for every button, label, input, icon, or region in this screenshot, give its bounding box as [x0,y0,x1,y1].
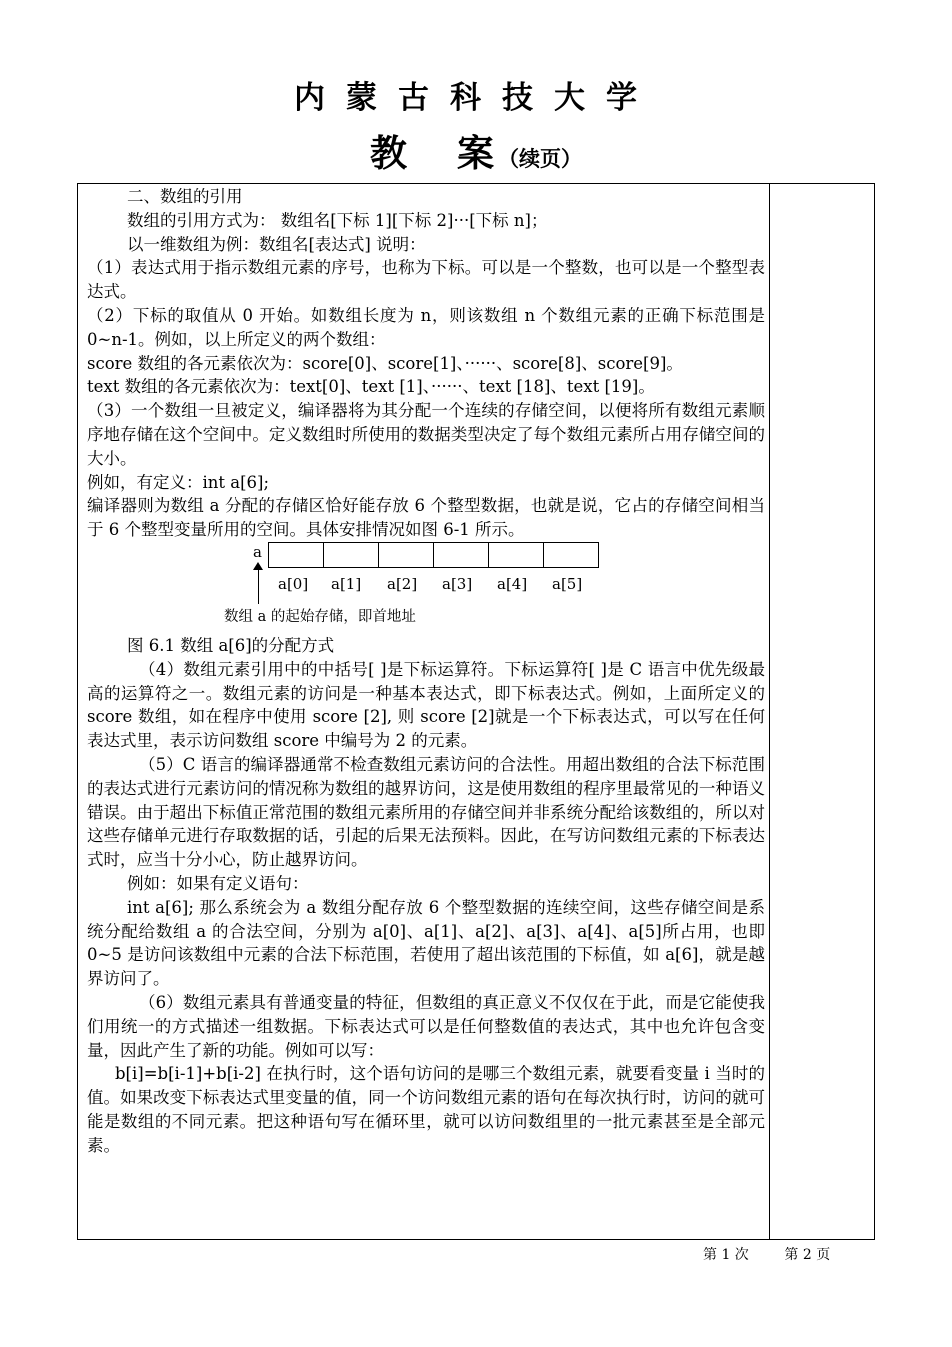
array-cell [434,543,489,567]
example-intro: 例如：如果有定义语句： [127,873,309,893]
text-elements: text 数组的各元素依次为：text[0]、text [1]、······、text [18]、text [19]。 [87,377,655,397]
array-cells [268,542,599,568]
point-1: （1）表达式用于指示数组元素的序号，也称为下标。可以是一个整数，也可以是一个整型表达式。 [87,258,765,302]
session-number: 第 1 次 [703,1247,749,1263]
point-6: （6）数组元素具有普通变量的特征，但数组的真正意义不仅仅在于此，而是它能使我们用统一的方式描述一组数据。下标表达式可以是任何整数值的表达式，其中也允许包含变量，因此产生了新的功能。例如可以写： [87,992,765,1060]
pointer-note: 数组 a 的起始存储，即首地址 [224,608,416,625]
page-footer [703,1245,830,1265]
index-label: a[5] [552,574,583,593]
array-cell [544,543,598,567]
index-label: a[3] [442,574,473,593]
title-char-1: 教 [370,132,407,175]
index-label: a[4] [497,574,528,593]
reference-format: 数组的引用方式为： 数组名[下标 1][下标 2]···[下标 n]； [127,210,548,230]
pointer-line [258,568,259,604]
array-diagram [87,542,765,634]
point-2: （2）下标的取值从 0 开始。如数组长度为 n，则该数组 n 个数组元素的正确下标范围是 0~n-1。例如，以上所定义的两个数组： [87,305,765,349]
formula-paragraph: b[i]=b[i-1]+b[i-2] 在执行时，这个语句访问的是哪三个数组元素，就要看变量 i 当时的值。如果改变下标表达式里变量的值，同一个访问数组元素的语句在每次执行时，访问的就可能是数组的不同元素。把这种语句写在循环里，就可以访问数组里的一批元素甚至是全部元素。 [87,1064,765,1155]
point-3: （3）一个数组一旦被定义，编译器将为其分配一个连续的存储空间，以便将所有数组元素顺序地存储在这个空间中。定义数组时所使用的数据类型决定了每个数组元素所占用存储空间的大小。 [87,401,765,468]
allocation-description: 编译器则为数组 a 分配的存储区恰好能存放 6 个整型数据，也就是说，它占的存储空间相当于 6 个整型变量所用的空间。具体安排情况如图 6-1 所示。 [87,496,765,540]
index-label: a[0] [278,574,309,593]
title-char-2: 案 [457,132,494,175]
lesson-plan-table [77,183,875,1240]
array-cell [269,543,324,567]
array-cell [489,543,544,567]
example-statement: int a[6]; 那么系统会为 a 数组分配存放 6 个整型数据的连续空间，这些存储空间是系统分配给数组 a 的合法空间，分别为 a[0]、a[1]、a[2]、a[3]、a[4]、a[5]所占用，也即 0~5 是访问该数组中元素的合法下标范围，若使用了超出该范围的下标值，如 a[6]，就是越界访问了。 [87,897,765,989]
one-dim-example: 以一维数组为例：数组名[表达式] 说明： [127,234,426,254]
figure-caption: 图 6.1 数组 a[6]的分配方式 [127,635,335,655]
point-4: （4）数组元素引用中的中括号[ ]是下标运算符。下标运算符[ ]是 C 语言中优先级最高的运算符之一。数组元素的访问是一种基本表达式，即下标表达式。例如，上面所定义的 score 数组，如在程序中使用 score [2], 则 score [2]就是一个下标表达式，可以写在任何表达式里，表示访问数组 score 中编号为 2 的元素。 [87,659,765,751]
array-cell [324,543,379,567]
array-name-label: a [253,542,262,561]
university-name: 内蒙古科技大学 [294,80,658,116]
column-divider [769,184,770,1239]
definition-example: 例如，有定义：int a[6]; [87,472,270,492]
score-elements: score 数组的各元素依次为：score[0]、score[1]、······、score[8]、score[9]。 [87,353,683,373]
index-label: a[2] [387,574,418,593]
page-number: 第 2 页 [784,1247,831,1263]
section-heading: 二、数组的引用 [127,187,243,206]
title-suffix: （续页） [498,147,582,171]
point-5: （5）C 语言的编译器通常不检查数组元素访问的合法性。用超出数组的合法下标范围的表达式进行元素访问的情况称为数组的越界访问，这是使用数组的程序里最常见的一种语义错误。由于超出下标值正常范围的数组元素所用的存储空间并非系统分配给该数组的，所以对这些存储单元进行存取数据的话，引起的后果无法预料。因此，在写访问数组元素的下标表达式时，应当十分小心，防止越界访问。 [87,754,765,870]
content-cell [87,185,765,1237]
array-cell [379,543,434,567]
document-title [0,130,952,185]
index-label: a[1] [331,574,362,593]
